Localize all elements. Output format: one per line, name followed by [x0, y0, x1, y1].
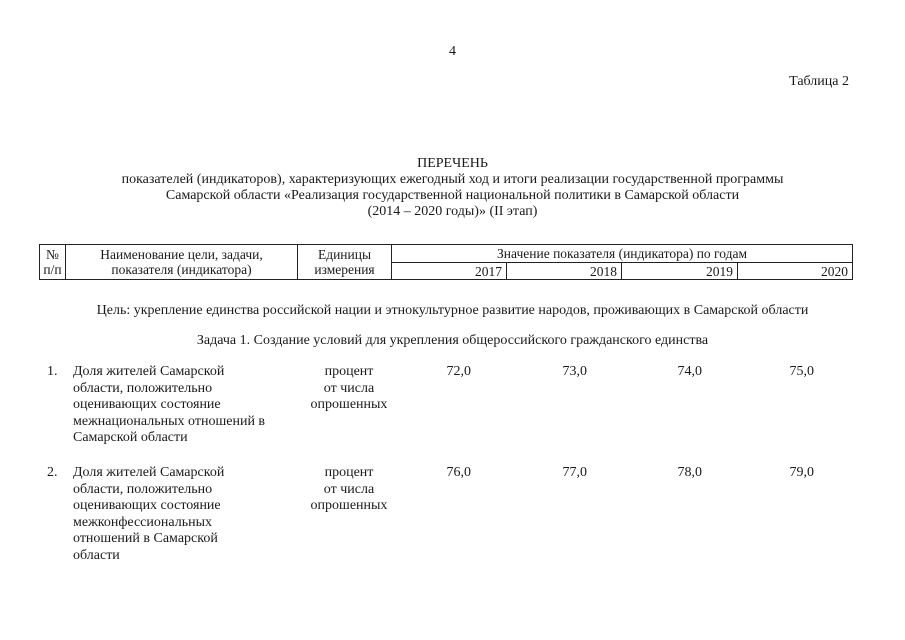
table-label: Таблица 2: [789, 74, 849, 89]
indicator-name-line: межконфессиональных: [73, 514, 212, 530]
title-line-4: (2014 – 2020 годы)» (II этап): [367, 204, 538, 219]
header-values-title: Значение показателя (индикатора) по годам: [392, 245, 853, 263]
unit-line: опрошенных: [310, 397, 388, 412]
header-unit-line-2: измерения: [314, 262, 375, 277]
unit-line: процент: [324, 364, 374, 379]
indicator-name-line: области, положительно: [73, 380, 213, 396]
header-unit-cell: [298, 245, 392, 280]
unit-line: от числа: [323, 481, 375, 497]
page-number: 4: [449, 44, 456, 59]
header-unit-line-1: Единицы: [317, 247, 372, 262]
indicator-table-header: [39, 244, 853, 280]
document-title: [0, 156, 905, 220]
indicator-name-line: отношений в Самарской: [73, 531, 218, 546]
indicator-name: [73, 465, 298, 564]
value-2017: 72,0: [446, 364, 471, 379]
indicator-name-line: оценивающих состояние: [73, 498, 221, 513]
unit-of-measure: [303, 465, 395, 515]
value-2020: 75,0: [789, 364, 814, 379]
header-year-2020: 2020: [738, 263, 853, 280]
unit-line: процент: [324, 465, 374, 480]
unit-line: от числа: [323, 380, 375, 396]
value-2018: 73,0: [562, 364, 587, 379]
header-name-cell: [66, 245, 298, 280]
indicator-name-line: области: [73, 547, 120, 563]
header-num-line-2: п/п: [43, 262, 62, 277]
indicator-name-line: Доля жителей Самарской: [73, 465, 225, 480]
header-num-line-1: №: [46, 247, 59, 262]
header-name-line-1: Наименование цели, задачи,: [100, 247, 263, 262]
goal-text: Цель: укрепление единства российской нации и этнокультурное развитие народов, проживающих в Самарской области: [96, 303, 809, 318]
header-name-line-2: показателя (индикатора): [111, 262, 252, 277]
value-2018: 77,0: [562, 465, 587, 480]
row-number: 2.: [47, 465, 58, 480]
title-line-2: показателей (индикаторов), характеризующих ежегодный ход и итоги реализации государственной программы: [121, 172, 784, 187]
indicator-name-line: Доля жителей Самарской: [73, 364, 225, 379]
value-2020: 79,0: [789, 465, 814, 480]
title-line-1: ПЕРЕЧЕНЬ: [417, 156, 488, 171]
indicator-name-line: межнациональных отношений в: [73, 413, 266, 429]
indicator-name-line: области, положительно: [73, 481, 213, 497]
indicator-name: [73, 364, 298, 447]
unit-of-measure: [303, 364, 395, 414]
indicator-name-line: оценивающих состояние: [73, 397, 221, 412]
header-year-2017: 2017: [392, 263, 507, 280]
value-2017: 76,0: [446, 465, 471, 480]
task-text: Задача 1. Создание условий для укрепления общероссийского гражданского единства: [196, 333, 709, 348]
unit-line: опрошенных: [310, 498, 388, 513]
value-2019: 74,0: [677, 364, 702, 379]
header-num-cell: [40, 245, 66, 280]
header-year-2019: 2019: [622, 263, 738, 280]
header-year-2018: 2018: [507, 263, 622, 280]
indicator-name-line: Самарской области: [73, 430, 188, 445]
row-number: 1.: [47, 364, 58, 379]
title-line-3: Самарской области «Реализация государственной национальной политики в Самарской области: [165, 188, 740, 203]
value-2019: 78,0: [677, 465, 702, 480]
